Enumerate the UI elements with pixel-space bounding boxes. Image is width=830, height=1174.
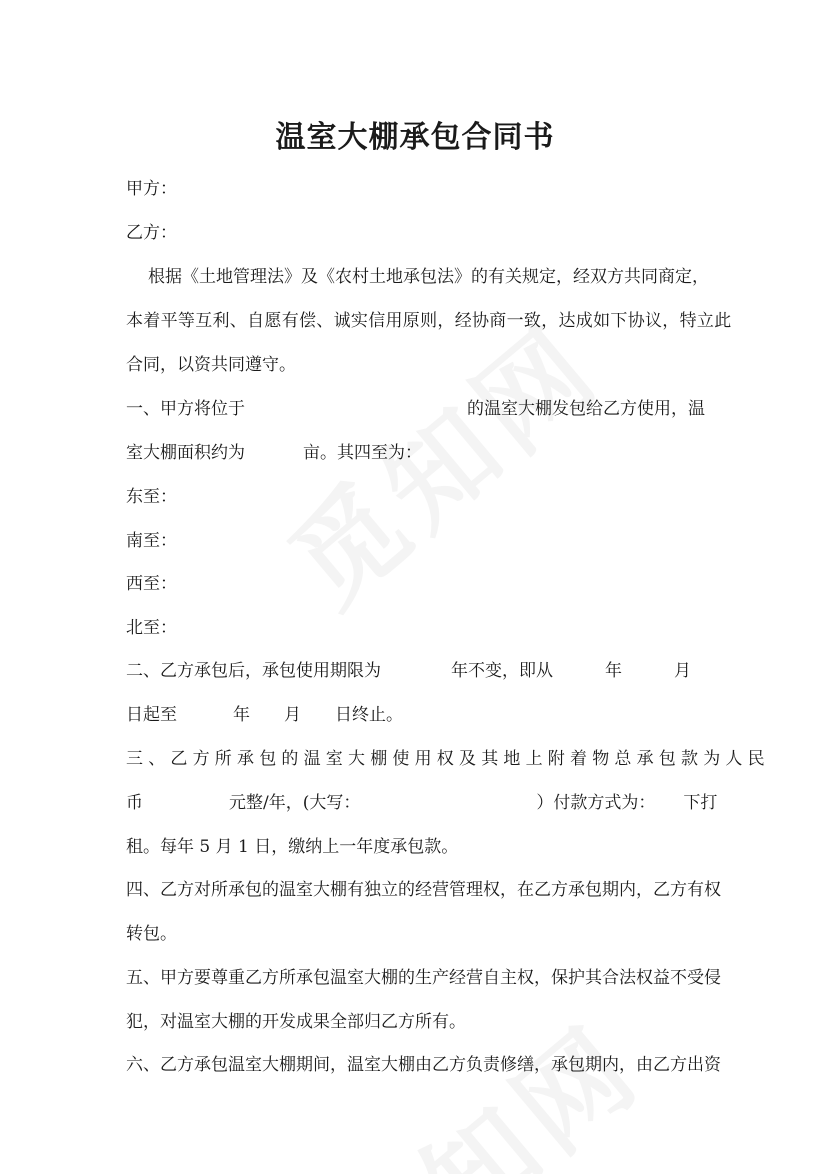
boundary-west: 西至： (126, 574, 177, 594)
clause-2-line-1 (126, 660, 691, 682)
clause-4-line-1: 四、乙方对所承包的温室大棚有独立的经营管理权，在乙方承包期内，乙方有权 (126, 880, 721, 900)
clause-3-text: 元整/年，(大写： (229, 793, 361, 813)
intro-line-1 (148, 266, 709, 288)
clause-3-text: 下打 (683, 793, 718, 813)
clause-2-text: 年 (233, 705, 250, 725)
clause-2-text: 月 (284, 705, 301, 725)
boundary-east: 东至： (126, 487, 177, 507)
clause-3-line-2 (126, 792, 717, 814)
clause-5-line-1: 五、甲方要尊重乙方所承包温室大棚的生产经营自主权，保护其合法权益不受侵 (126, 968, 721, 988)
clause-1-line-1 (126, 398, 705, 420)
clause-3-line-1: 三、乙方所承包的温室大棚使用权及其地上附着物总承包款为人民 (126, 749, 770, 769)
clause-3-text: 币 (126, 793, 143, 813)
boundary-north: 北至： (126, 618, 177, 638)
document-title: 温室大棚承包合同书 (275, 120, 555, 155)
clause-1-text: 亩。其四至为： (303, 443, 422, 463)
clause-2-text: 二、乙方承包后，承包使用期限为 (126, 661, 381, 681)
clause-1-line-2 (126, 442, 422, 464)
clause-4-line-2: 转包。 (126, 924, 177, 944)
boundary-south: 南至： (126, 531, 177, 551)
clause-3-text: ）付款方式为： (536, 793, 656, 813)
clause-1-text: 室大棚面积约为 (126, 443, 245, 463)
intro-line-2: 本着平等互利、自愿有偿、诚实信用原则，经协商一致，达成如下协议，特立此 (126, 311, 732, 331)
intro-line-3: 合同，以资共同遵守。 (126, 355, 296, 375)
clause-2-text: 年不变，即从 (451, 661, 553, 681)
party-a-label: 甲方： (126, 179, 177, 199)
party-b-label: 乙方： (126, 223, 177, 243)
clause-2-text: 年 (605, 661, 622, 681)
clause-2-text: 月 (674, 661, 691, 681)
clause-5-line-2: 犯，对温室大棚的开发成果全部归乙方所有。 (126, 1012, 466, 1032)
clause-2-text: 日终止。 (335, 705, 403, 725)
clause-6-line-1: 六、乙方承包温室大棚期间，温室大棚由乙方负责修缮，承包期内，由乙方出资 (126, 1055, 721, 1075)
intro-text: 根据《土地管理法》及《农村土地承包法》的有关规定，经双方共同商定， (148, 267, 709, 287)
clause-1-text: 的温室大棚发包给乙方使用，温 (467, 399, 705, 419)
clause-2-text: 日起至 (126, 705, 177, 725)
clause-3-line-3: 租。每年 5 月 1 日，缴纳上一年度承包款。 (126, 837, 459, 857)
clause-1-text: 一、甲方将位于 (126, 399, 245, 419)
clause-2-line-2 (126, 704, 403, 726)
